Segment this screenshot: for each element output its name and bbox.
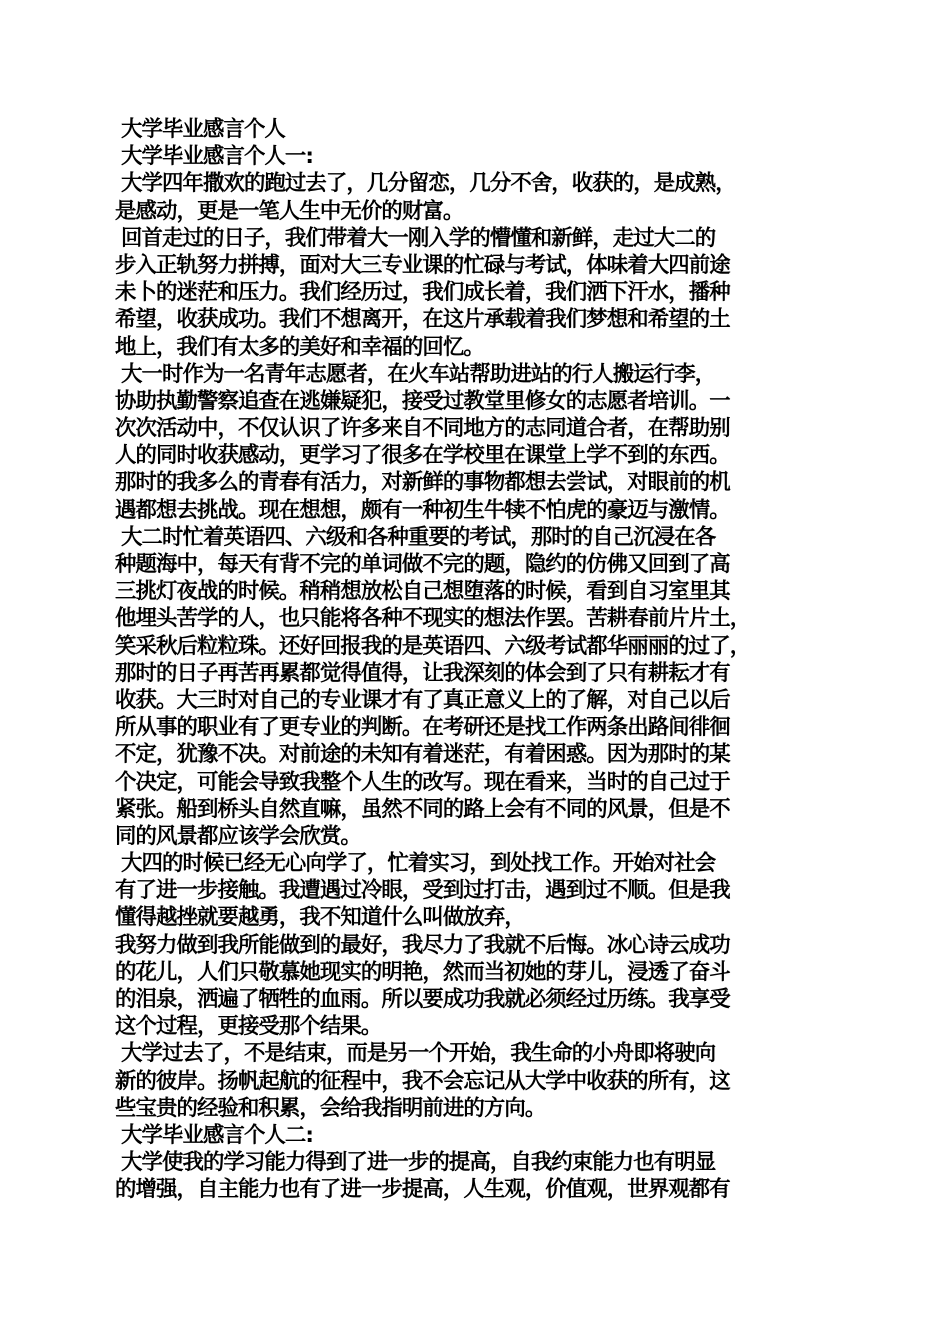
text-line: 那时的日子再苦再累都觉得值得，让我深刻的体会到了只有耕耘才有 [115,660,730,686]
text-line: 大学毕业感言个人一: [121,144,314,170]
text-line: 大四的时候已经无心向学了，忙着实习，到处找工作。开始对社会 [121,851,716,877]
text-line: 新的彼岸。扬帆起航的征程中，我不会忘记从大学中收获的所有，这 [115,1068,730,1094]
text-line: 收获。大三时对自己的专业课才有了真正意义上的了解，对自己以后 [115,687,730,713]
text-line: 三挑灯夜战的时候。稍稍想放松自己想堕落的时候，看到自习室里其 [115,579,730,605]
text-line: 笑采秋后粒粒珠。还好回报我的是英语四、六级考试都华丽丽的过了， [115,633,751,659]
text-line: 紧张。船到桥头自然直嘛，虽然不同的路上会有不同的风景，但是不 [115,796,730,822]
text-line: 的花儿，人们只敬慕她现实的明艳，然而当初她的芽儿，浸透了奋斗 [115,959,730,985]
text-line: 有了进一步接触。我遭遇过冷眼，受到过打击，遇到过不顺。但是我 [115,878,730,904]
text-line: 大学使我的学习能力得到了进一步的提高，自我约束能力也有明显 [121,1150,716,1176]
text-line: 大二时忙着英语四、六级和各种重要的考试，那时的自己沉浸在各 [121,524,716,550]
text-line: 协助执勤警察追查在逃嫌疑犯，接受过教堂里修女的志愿者培训。一 [115,388,730,414]
text-line: 大学四年撒欢的跑过去了，几分留恋，几分不舍，收获的，是成熟， [121,171,736,197]
document-body [115,116,845,1204]
text-line: 大一时作为一名青年志愿者，在火车站帮助进站的行人搬运行李， [121,361,716,387]
text-line: 这个过程，更接受那个结果。 [115,1014,382,1040]
text-line: 未卜的迷茫和压力。我们经历过，我们成长着，我们洒下汗水，播种 [115,280,730,306]
text-line: 不定，犹豫不决。对前途的未知有着迷茫，有着困惑。因为那时的某 [115,742,730,768]
text-line: 些宝贵的经验和积累，会给我指明前进的方向。 [115,1095,546,1121]
text-line: 种题海中，每天有背不完的单词做不完的题，隐约的仿佛又回到了高 [115,552,730,577]
text-line: 大学过去了，不是结束，而是另一个开始，我生命的小舟即将驶向 [121,1041,716,1067]
text-line: 遇都想去挑战。现在想想，颇有一种初生牛犊不怕虎的豪迈与激情。 [115,497,730,523]
text-line: 他埋头苦学的人，也只能将各种不现实的想法作罢。苦耕春前片片土， [115,606,751,632]
text-line: 个决定，可能会导致我整个人生的改写。现在看来，当时的自己过于 [115,769,730,795]
text-line: 的增强，自主能力也有了进一步提高，人生观，价值观，世界观都有 [115,1177,730,1203]
text-line: 步入正轨努力拼搏，面对大三专业课的忙碌与考试，体味着大四前途 [115,252,730,278]
text-line: 回首走过的日子，我们带着大一刚入学的懵懂和新鲜，走过大二的 [121,225,716,251]
text-line: 地上，我们有太多的美好和幸福的回忆。 [115,334,484,360]
text-line: 所从事的职业有了更专业的判断。在考研还是找工作两条出路间徘徊 [115,715,730,741]
text-line: 的泪泉，洒遍了牺牲的血雨。所以要成功我就必须经过历练。我享受 [115,987,730,1012]
text-line: 我努力做到我所能做到的最好，我尽力了我就不后悔。冰心诗云成功 [115,932,730,958]
text-line: 懂得越挫就要越勇，我不知道什么叫做放弃， [115,905,525,931]
text-line: 是感动，更是一笔人生中无价的财富。 [115,198,464,224]
text-line: 同的风景都应该学会欣赏。 [115,823,361,849]
text-line: 希望，收获成功。我们不想离开，在这片承载着我们梦想和希望的土 [115,307,730,333]
text-line: 人的同时收获感动，更学习了很多在学校里在课堂上学不到的东西。 [115,443,730,469]
text-line: 次次活动中，不仅认识了许多来自不同地方的志同道合者，在帮助别 [115,416,730,442]
document-title: 大学毕业感言个人 [121,117,285,142]
text-line: 那时的我多么的青春有活力，对新鲜的事物都想去尝试，对眼前的机 [115,470,730,496]
text-line: 大学毕业感言个人二: [121,1122,314,1148]
